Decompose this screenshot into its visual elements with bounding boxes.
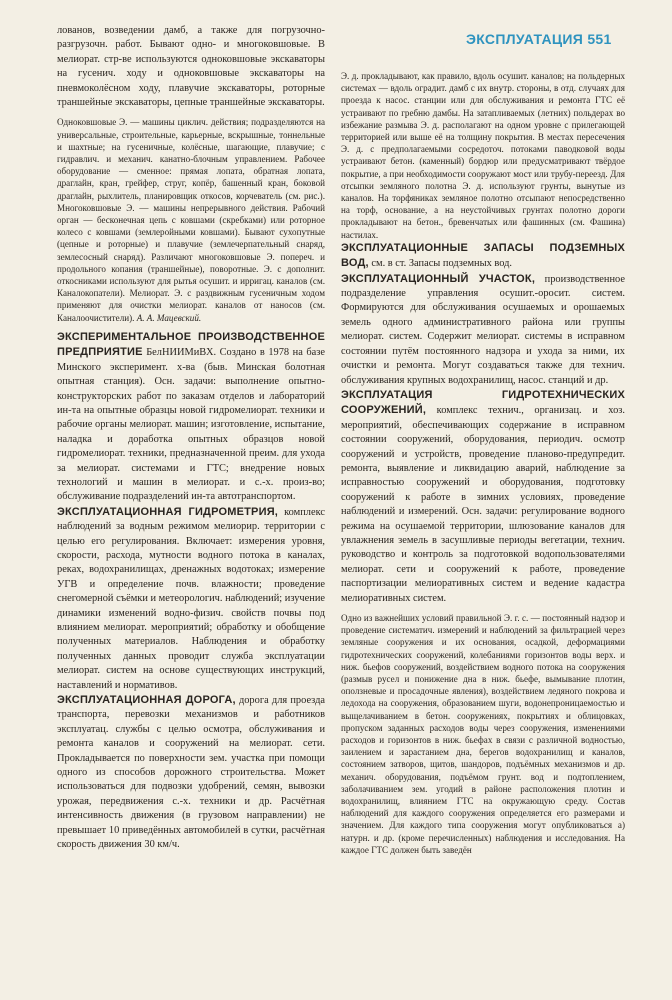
- road-continuation: Э. д. прокладывают, как правило, вдоль осушит. каналов; на польдерных системах — вдоль оградит. дамб с их внутр. стороны, в отд. случаях для проезда к насос. станции или для обслуживания и ремонта ГТС её устраивают по гребню дамбы. На затапливаемых (летних) польдерах во избежание размыва Э. д. располагают на одном уровне с прилегающей территорией или выше её на толщину покрытия. В местах пересечения Э. д. с предполагаемыми сосредоточ. потоками паводковой воды устраивают бетон. (каменный) бордюр или предусматривают твёрдое покрытие, а при необходимости сооружают мост или трубу-переезд. Для отсыпки земляного полотна Э. д. используют грунты, вынутые из каналов. На торфяниках земляное полотно отсыпают непосредственно на торф, основание, а на неустойчивых грунтах полотно дороги прокладывают на бетон., бревенчатых или фашинных (см. Фашина) настилах.: [341, 71, 625, 240]
- reserves-text: см. в ст. Запасы подземных вод.: [371, 258, 512, 270]
- excavator-signature: А. А. Мацевский.: [136, 312, 202, 323]
- running-header: [466, 31, 656, 47]
- excavator-detail-text: Одноковшовые Э. — машины циклич. действия; подразделяются на универсальные, строительные, карьерные, вскрышные, тоннельные и шахтные; на гусеничные, колёсные, шагающие, плавучие; с гидравлич. и механич. канатно-блочным управлением. Рабочее оборудование — сменное: прямая лопата, обратная лопата, драглайн, кран, грейфер, струг, копёр, башенный кран, боковой драглайн, рыхлитель, планировщик откосов, корчеватель (см. рис.). Многоковшовые Э. — машины непрерывного действия. Рабочий орган — бесконечная цепь с ковшами (скребками) или роторное колесо с ковшами (землеройными ковшами). Бывают сухопутные (цепные и роторные) и плавучие (землечерпательный снаряд, землесосный снаряд). Различают многоковшовые Э. попереч. и продольного копания (траншейные), поворотные. Э. с дополнит. откосниками используют для рытья осушит. и ирригац. каналов (см. Каналокопатели). Мелиорат. Э. с раздвижным гусеничным ходом применяют для очистки мелиорат. каналов от наносов (см. Каналоочистители).: [57, 117, 325, 323]
- excavator-detail: [57, 116, 325, 323]
- excavator-intro: лованов, возведении дамб, а также для погрузочно-разгрузочн. работ. Бывают одно- и многоковшовые. В мелиорат. стр-ве используются одноковшовые экскаваторы на гусенич. ходу и одноковшовые экскаваторы на пневмоколёсном ходу, плавучие экскаваторы, роторные траншейные экскаваторы, цепные траншейные экскаваторы.: [57, 25, 325, 109]
- section-text: производственное подразделение управления осушит.-оросит. систем. Формируются для обслуживания осушаемых и орошаемых земель одного административного района или группы мелиорат. систем. Содержит мелиорат. системы в исправном состоянии путём постоянного надзора и ухода за ними, их очистки и ремонта. Могут создаваться также для технич. обслуживания крупных водохранилищ, насос. станций и др.: [341, 273, 625, 386]
- enterprise-text: БелНИИМиВХ. Создано в 1978 на базе Минского эксперимент. х-ва (быв. Минская болотная опытная станция). Осн. задачи: выполнение опытно-конструкторских работ по заказам отделов и лабораторий ин-та на опытные образцы новой гидромелиорат. техники и рабочие органы мелиорат. машин; изготовление, испытание, наладка и доработка опытных образцов новой гидромелиорат. техники, предназначенной преим. для ухода за мелиорат. системами и ГТС; внедрение новых технологий и машин в мелиорат. и с.-х. произ-во; обслуживание подразделений ин-та автотранспортом.: [57, 347, 325, 503]
- left-column: [57, 24, 325, 853]
- road-text: дорога для проезда транспорта, перевозки механизмов и работников эксплуатац. службы с целью осмотра, обслуживания и ремонта каналов и сооружений на мелиорат. сети. Прокладывается по поверхности зем. участка при помощи одного из способов дорожного строительства. Может использоваться для подвозки удобрений, семян, вывозки урожая, передвижения с.-х. техники и др. Расчётная интенсивность движения (в грузовом направлении) не превышает 10 приведённых автомобилей в сутки, расчётная скорость движения 30 км/ч.: [57, 695, 325, 851]
- right-column: [341, 70, 625, 856]
- enterprise-heading: ЭКСПЕРИМЕНТАЛЬНОЕ ПРОИЗВОДСТВЕННОЕ ПРЕДПРИЯТИЕ: [57, 330, 325, 359]
- section-entry: [341, 272, 625, 388]
- structures-entry: [341, 388, 625, 606]
- header-title: ЭКСПЛУАТАЦИЯ: [466, 31, 584, 47]
- enterprise-entry: [57, 330, 325, 505]
- road-entry: [57, 693, 325, 852]
- structures-text: комплекс технич., организац. и хоз. мероприятий, обеспечивающих содержание в исправном состоянии сооружений, оборудования, периодич. осмотр сооружений и устройств, проведение планово-предупредит. ремонта, выявление и ликвидацию аварий, наблюдение за исправностью сооружений и оборудования, подготовку сооружений к работе в зимних условиях, проведение наблюдений и измерений. Осн. задачи: регулирование водного режима на осушаемой территории, шлюзование каналов для увлажнения земель в засушливые периоды вегетации, технич. руководство и контроль за подготовкой водопользователями мелиорат. сети и сооружений к работе, проведение паспортизации мелиоративных систем и ведение кадастра мелиоративных систем.: [341, 405, 625, 604]
- page-number: 551: [587, 31, 612, 47]
- structures-small-text: Одно из важнейших условий правильной Э. г. с. — постоянный надзор и проведение систематич. измерений и наблюдений за фильтрацией через земляные сооружения и их основания, осадкой, деформациями гидротехнических сооружений, колебаниями горизонтов воды верх. и ниж. бьефов сооружений, воздействием водного потока на сооружения (размыв русел и понижение дна в ниж. бьефе, вымывание плотин, оползневые и просадочные явления), воздействием ледяного покрова и ледохода на сооружения, образованием шуги, водонепроницаемостью и выщелачиванием в бетон. сооружениях, покрытиях и облицовках, пропуском заданных расходов воды через сооружения, изменениями расходов и горизонтов в ниж. бьефах в связи с различной водностью, заилением и зарастанием дна, берегов водохранилищ и каналов, состоянием затворов, щитов, шандоров, подъёмных механизмов и др. механич. оборудования, подъёмом грунт. вод и подтоплением, заболачиванием зем. угодий в районе расположения плотин и водохранилищ, влиянием ГТС на окружающую среду. Состав наблюдений для каждого сооружения определяется его размерами и значением. Для каждого типа сооружения могут опубликоваться а) натурн. и др. (кроме перечисленных) наблюдения и исследования. На каждое ГТС должен быть заведён: [341, 613, 625, 855]
- hydrometry-entry: [57, 505, 325, 693]
- structures-heading: ЭКСПЛУАТАЦИЯ ГИДРОТЕХНИЧЕСКИХ СООРУЖЕНИЙ,: [341, 388, 625, 417]
- section-heading: ЭКСПЛУАТАЦИОННЫЙ УЧАСТОК,: [341, 272, 536, 285]
- road-heading: ЭКСПЛУАТАЦИОННАЯ ДОРОГА,: [57, 694, 236, 707]
- reserves-entry: [341, 241, 625, 272]
- hydrometry-heading: ЭКСПЛУАТАЦИОННАЯ ГИДРОМЕТРИЯ,: [57, 505, 279, 518]
- reserves-heading: ЭКСПЛУАТАЦИОННЫЕ ЗАПАСЫ ПОДЗЕМНЫХ ВОД,: [341, 241, 625, 270]
- hydrometry-text: комплекс наблюдений за водным режимом мелиорир. территории с целью его регулирования. Включает: измерения уровня, скорости, расхода, мутности водного потока в каналах, реках, водохранилищах, дренажных водотоках; измерение УГВ и определение почв. влажности; проведение снегомерной съёмки и метеорологич. наблюдений; изучение динамики изменений водно-физич. свойств почвы под влиянием мелиорат. мероприятий; обработку и обобщение полученных материалов. Наблюдения и обработку полученных данных проводит служба эксплуатации мелиорат. систем на основе существующих инструкций, наставлений и нормативов.: [57, 506, 325, 691]
